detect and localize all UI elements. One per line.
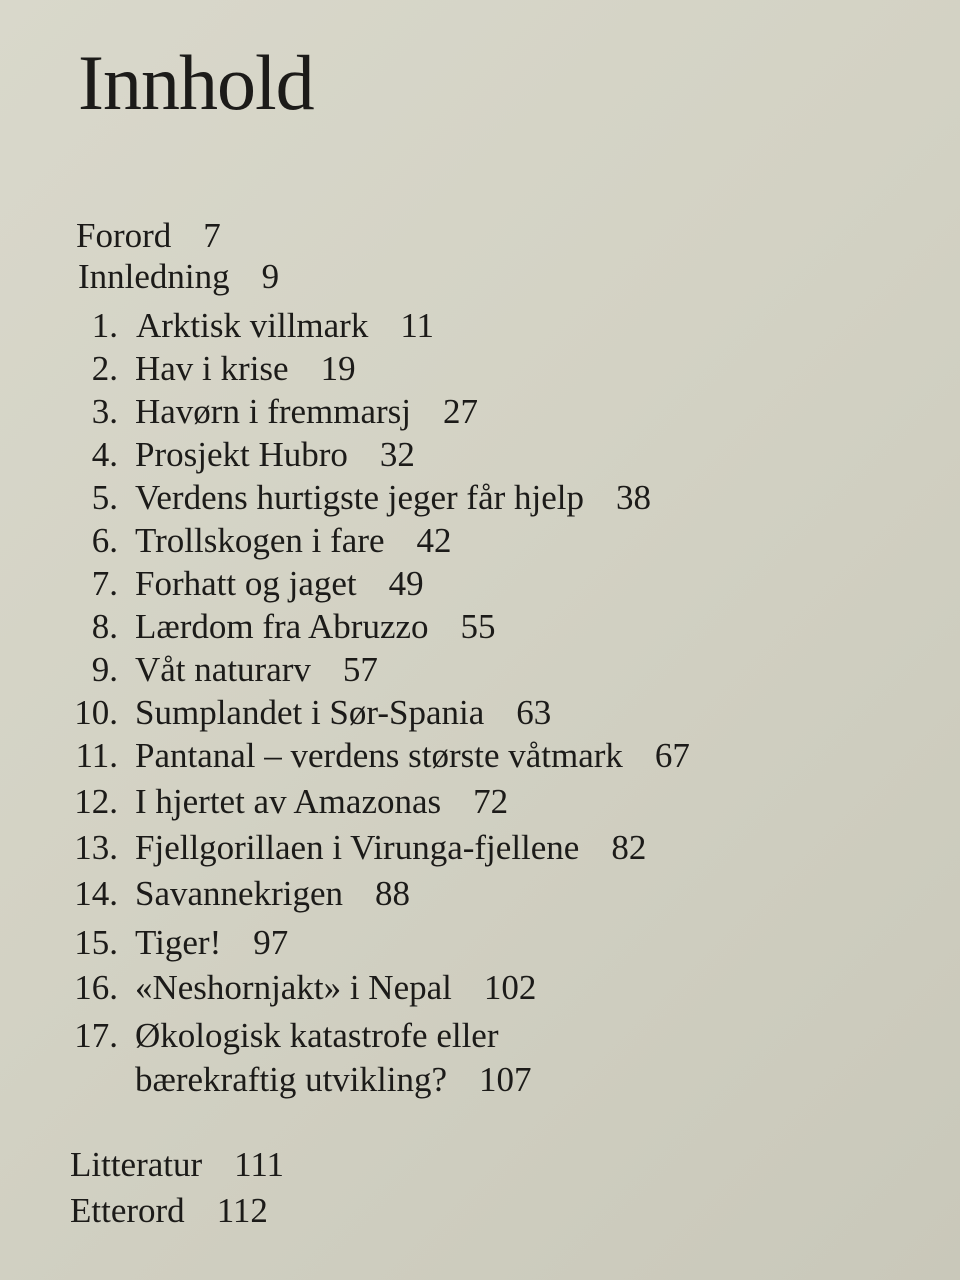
page-title: Innhold (78, 39, 314, 126)
chapter-number: 6. (91, 521, 118, 560)
toc-entry-etterord (70, 1193, 268, 1228)
chapter-title: Prosjekt Hubro (135, 435, 348, 474)
entry-page: 9 (261, 257, 280, 296)
chapter-title: Verdens hurtigste jeger får hjelp (135, 478, 585, 517)
chapter-page: 63 (516, 693, 552, 732)
chapter-title: Havørn i fremmarsj (135, 392, 412, 431)
chapter-title: «Neshornjakt» i Nepal (135, 968, 452, 1007)
chapter-number: 11. (75, 736, 118, 775)
chapter-page: 32 (379, 435, 415, 474)
chapter-page: 42 (416, 521, 452, 560)
chapter-title: Økologisk katastrofe eller (135, 1016, 499, 1055)
chapter-title: Hav i krise (135, 349, 289, 388)
chapter-page: 19 (320, 349, 356, 388)
chapter-number: 8. (91, 607, 118, 646)
chapter-number: 5. (91, 478, 118, 517)
chapter-number: 2. (91, 349, 118, 388)
chapter-title: Pantanal – verdens største våtmark (135, 736, 623, 775)
chapter-number: 14. (74, 874, 118, 913)
chapter-page: 82 (611, 828, 647, 867)
chapter-title: Savannekrigen (135, 874, 343, 913)
entry-page: 111 (234, 1145, 285, 1184)
chapter-number: 9. (91, 650, 118, 689)
chapter-title: Sumplandet i Sør-Spania (135, 693, 485, 732)
chapter-number: 17. (74, 1016, 118, 1055)
chapter-title: Arktisk villmark (136, 306, 369, 345)
chapter-page: 11 (400, 306, 435, 345)
entry-label: Forord (76, 216, 172, 255)
chapter-title-cont: bærekraftig utvikling? (135, 1060, 448, 1099)
chapter-number: 12. (74, 782, 118, 821)
chapter-page: 38 (616, 478, 652, 517)
chapter-title: Trollskogen i fare (135, 521, 385, 560)
entry-page: 112 (216, 1191, 268, 1230)
chapter-page: 57 (342, 650, 378, 689)
chapter-number: 7. (91, 564, 118, 603)
chapter-title: Lærdom fra Abruzzo (135, 607, 429, 646)
entry-page: 7 (203, 216, 221, 255)
toc-entry-litteratur (70, 1147, 284, 1182)
chapter-number: 13. (74, 828, 118, 867)
chapter-number: 4. (91, 435, 118, 474)
chapter-page: 97 (253, 923, 289, 962)
chapter-page: 102 (483, 968, 537, 1007)
chapter-number: 10. (74, 693, 118, 732)
toc-entry-forord (76, 218, 221, 253)
chapter-page: 107 (479, 1060, 532, 1099)
toc-entry-innledning (78, 259, 279, 294)
chapter-title: Tiger! (135, 923, 222, 962)
chapter-number: 1. (91, 306, 118, 345)
chapter-number: 16. (74, 968, 118, 1007)
chapter-page: 72 (473, 782, 509, 821)
chapter-title: I hjertet av Amazonas (135, 782, 442, 821)
chapter-number: 15. (74, 923, 118, 962)
chapter-title: Forhatt og jaget (135, 564, 357, 603)
chapter-page: 67 (654, 736, 690, 775)
entry-label: Etterord (70, 1191, 185, 1230)
entry-label: Litteratur (70, 1145, 203, 1184)
chapter-title: Fjellgorillaen i Virunga-fjellene (135, 828, 580, 867)
chapter-page: 55 (460, 607, 496, 646)
entry-label: Innledning (78, 257, 230, 296)
chapter-page: 27 (443, 392, 479, 431)
chapter-page: 49 (388, 564, 424, 603)
chapter-title: Våt naturarv (135, 650, 311, 689)
chapter-page: 88 (374, 874, 410, 913)
chapter-number: 3. (91, 392, 118, 431)
